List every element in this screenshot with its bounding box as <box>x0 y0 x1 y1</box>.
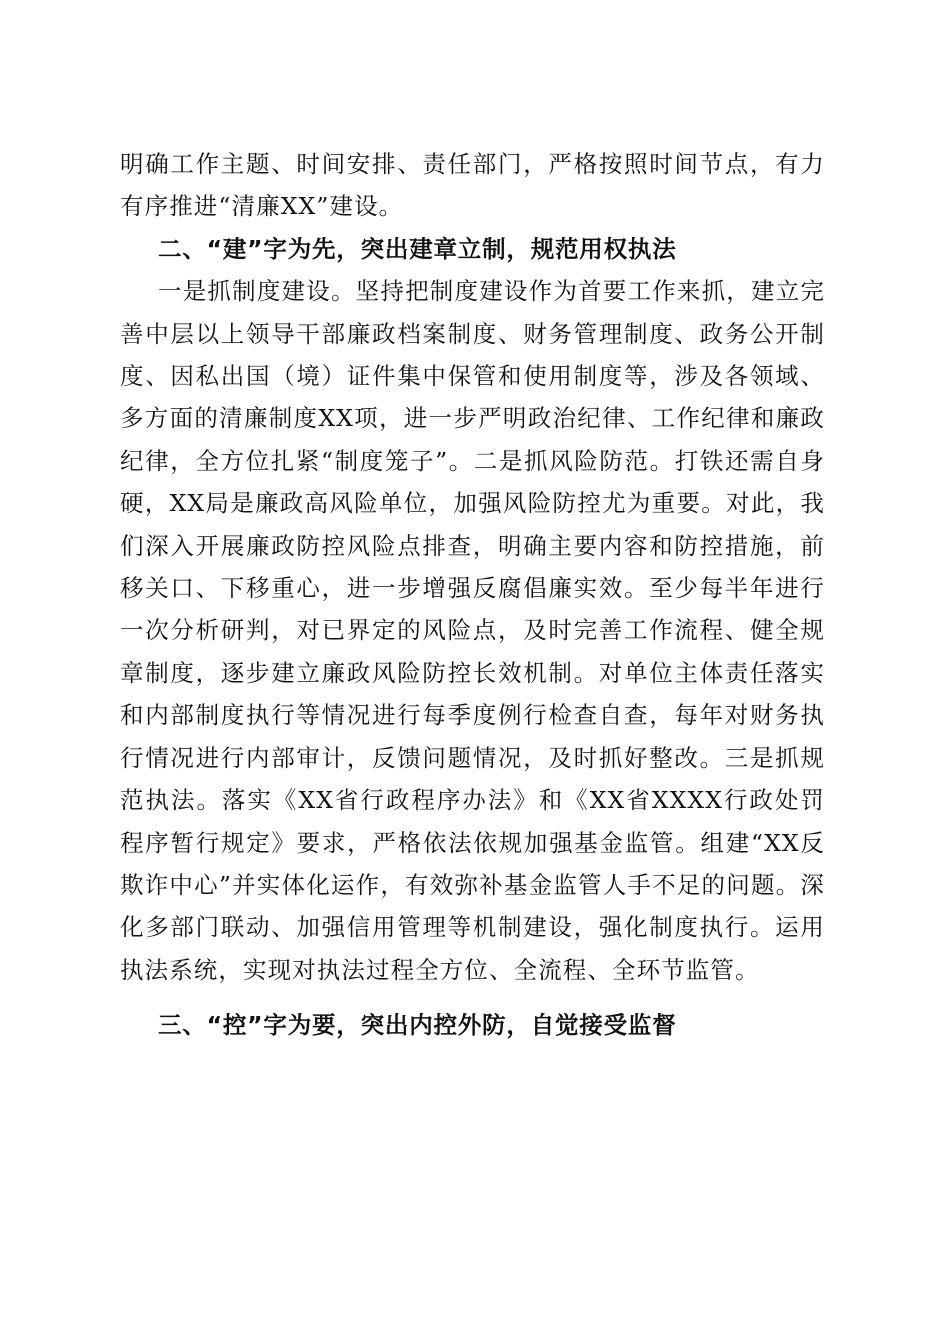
section-2-body-paragraph: 一是抓制度建设。坚持把制度建设作为首要工作来抓，建立完善中层以上领导干部廉政档案制度、财务管理制度、政务公开制度、因私出国（境）证件集中保管和使用制度等，涉及各领域、多方面的清廉制度XX项，进一步严明政治纪律、工作纪律和廉政纪律，全方位扎紧“制度笼子”。二是抓风险防范。打铁还需自身硬，XX局是廉政高风险单位，加强风险防控尤为重要。对此，我们深入开展廉政防控风险点排查，明确主要内容和防控措施，前移关口、下移重心，进一步增强反腐倡廉实效。至少每半年进行一次分析研判，对已界定的风险点，及时完善工作流程、健全规章制度，逐步建立廉政风险防控长效机制。对单位主体责任落实和内部制度执行等情况进行每季度例行检查自查，每年对财务执行情况进行内部审计，反馈问题情况，及时抓好整改。三是抓规范执法。落实《XX省行政程序办法》和《XX省XXXX行政处罚程序暂行规定》要求，严格依法依规加强基金监管。组建“XX反欺诈中心”并实体化运作，有效弥补基金监管人手不足的问题。深化多部门联动、加强信用管理等机制建设，强化制度执行。运用执法系统，实现对执法过程全方位、全流程、全环节监管。 <box>120 277 825 984</box>
section-heading-3: 三、“控”字为要，突出内控外防，自觉接受监督 <box>158 1011 677 1040</box>
section-heading-2: 二、“建”字为先，突出建章立制，规范用权执法 <box>158 234 677 263</box>
opening-paragraph: 明确工作主题、时间安排、责任部门，严格按照时间节点，有力有序推进“清廉XX”建设。 <box>120 150 825 221</box>
document-body <box>120 143 825 1047</box>
